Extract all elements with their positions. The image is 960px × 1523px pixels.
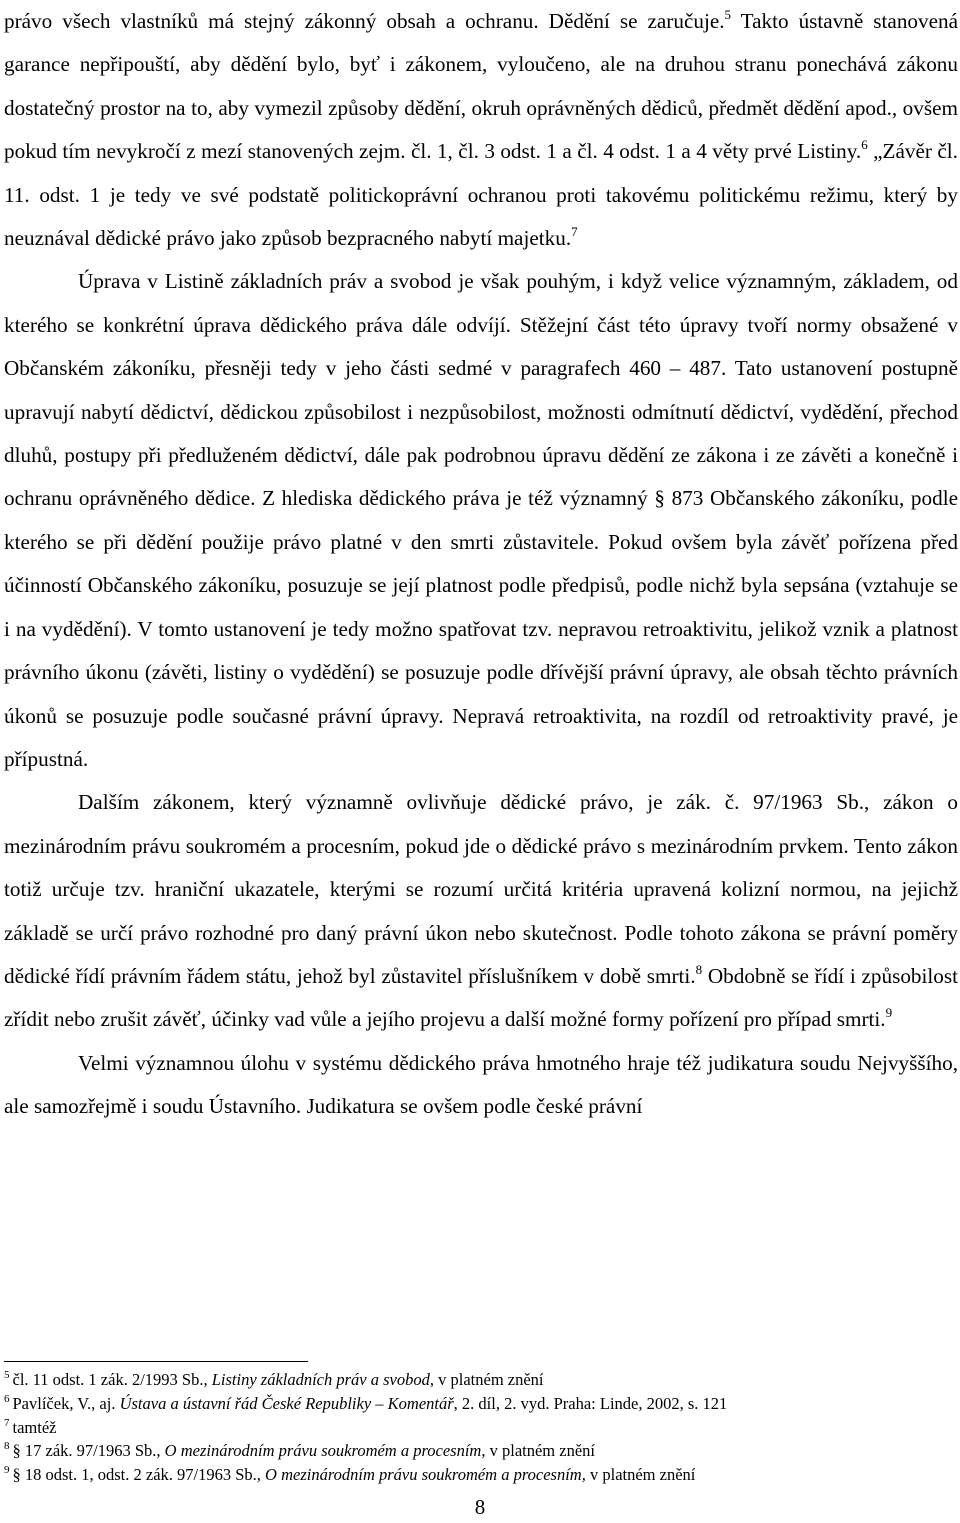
footnote-8 xyxy=(4,1439,958,1463)
footnote-number: 9 xyxy=(4,1464,10,1477)
footnote-title: Listiny základních práv a svobod xyxy=(211,1370,430,1389)
footnote-separator xyxy=(4,1361,308,1362)
text-run: Takto ústavně stanovená garance nepřipouští, aby dědění bylo, byť i zákonem, vyloučeno, ale na druhou stranu ponechává zákonu dostatečný prostor na to, aby vymezil způsoby dědění, okruh oprávněných dědiců, předmět dědění apod., ovšem pokud tím nevykročí z mezí stanovených zejm. čl. 1, čl. 3 odst. 1 a čl. 4 odst. 1 a 4 věty prvé Listiny. xyxy=(4,9,959,164)
footnotes xyxy=(4,1368,958,1487)
footnote-text: § 17 zák. 97/1963 Sb., xyxy=(12,1441,165,1461)
paragraph-3 xyxy=(4,781,958,1041)
text-run: Obdobně se řídí i způsobilost zřídit nebo zrušit závěť, účinky vad vůle a jejího projevu a další možné formy pořízení pro případ smrti. xyxy=(4,963,959,1032)
footnote-7 xyxy=(4,1416,958,1440)
text-run: „Závěr čl. 11. odst. 1 je tedy ve své podstatě politickoprávní ochranou proti takovému politickému režimu, který by neuznával dědické právo jako způsob bezpracného nabytí majetku. xyxy=(4,139,958,251)
footnote-text: čl. 11 odst. 1 zák. 2/1993 Sb., xyxy=(12,1370,212,1389)
footnote-text: Pavlíček, V., aj. xyxy=(12,1393,120,1413)
footnote-text: § 18 odst. 1, odst. 2 zák. 97/1963 Sb., xyxy=(12,1465,266,1485)
footnote-title: O mezinárodním právu soukromém a procesním, xyxy=(265,1465,586,1485)
footnote-ref-5[interactable]: 5 xyxy=(724,7,732,22)
footnote-9 xyxy=(4,1463,958,1487)
footnote-5 xyxy=(4,1368,958,1392)
footnote-ref-8[interactable]: 8 xyxy=(695,961,703,977)
footnote-title: O mezinárodním právu soukromém a procesním xyxy=(164,1441,482,1461)
footnote-ref-7[interactable]: 7 xyxy=(571,224,578,240)
text-run: právo všech vlastníků má stejný zákonný obsah a ochranu. Dědění se zaručuje. xyxy=(4,9,725,33)
footnote-text: , v platném znění xyxy=(429,1370,544,1389)
footnote-6 xyxy=(4,1392,958,1416)
paragraph-4: Velmi významnou úlohu v systému dědického práva hmotného hraje též judikatura soudu Nejvyššího, ale samozřejmě i soudu Ústavního. Judikatura se ovšem podle české právní xyxy=(4,1050,958,1119)
footnote-number: 6 xyxy=(4,1392,10,1405)
footnote-text: tamtéž xyxy=(12,1417,57,1437)
page-number: 8 xyxy=(474,1495,486,1519)
footnote-number: 8 xyxy=(4,1440,10,1453)
footnote-ref-9[interactable]: 9 xyxy=(885,1005,893,1021)
footnote-text: , v platném znění xyxy=(481,1441,595,1461)
body-text xyxy=(4,0,958,1129)
paragraph-1 xyxy=(4,0,958,260)
footnote-ref-6[interactable]: 6 xyxy=(861,137,868,153)
footnote-text: v platném znění xyxy=(585,1465,696,1485)
text-run: Dalším zákonem, který významně ovlivňuje dědické právo, je zák. č. 97/1963 Sb., zákon o mezinárodním právu soukromém a procesním, pokud jde o dědické právo s mezinárodním prvkem. Tento zákon totiž určuje tzv. hraniční ukazatele, kterými se rozumí určitá kritéria upravená kolizní normou, na jejichž základě se určí právo rozhodné pro daný právní úkon nebo skutečnost. Podle tohoto zákona se právní poměry dědické řídí právním řádem státu, jehož byl zůstavitel příslušníkem v době smrti. xyxy=(4,790,958,988)
footnote-title: Ústava a ústavní řád České Republiky – Komentář xyxy=(119,1393,454,1413)
footnote-text: , 2. díl, 2. vyd. Praha: Linde, 2002, s. 121 xyxy=(453,1393,728,1413)
footnote-number: 7 xyxy=(4,1416,10,1429)
footnote-number: 5 xyxy=(4,1369,10,1381)
paragraph-2: Úprava v Listině základních práv a svobod je však pouhým, i když velice významným, základem, od kterého se konkrétní úprava dědického práva dále odvíjí. Stěžejní část této úpravy tvoří normy obsažené v Občanském zákoníku, přesněji tedy v jeho části sedmé v paragrafech 460 – 487. Tato ustanovení postupně upravují nabytí dědictví, dědickou způsobilost i nezpůsobilost, možnosti odmítnutí dědictví, vydědění, přechod dluhů, postupy při předluženém dědictví, dále pak podrobnou úpravu dědění ze zákona i ze závěti a konečně i ochranu oprávněného dědice. Z hlediska dědického práva je též významný § 873 Občanského zákoníku, podle kterého se při dědění použije právo platné v den smrti zůstavitele. Pokud ovšem byla závěť pořízena před účinností Občanského zákoníku, posuzuje se její platnost podle předpisů, podle nichž byla sepsána (vztahuje se i na vydědění). V tomto ustanovení je tedy možno spatřovat tzv. nepravou retroaktivitu, jelikož vznik a platnost právního úkonu (závěti, listiny o vydědění) se posuzuje podle dřívější právní úpravy, ale obsah těchto právních úkonů se posuzuje podle současné právní úpravy. Nepravá retroaktivita, na rozdíl od retroaktivity pravé, je přípustná. xyxy=(4,269,958,771)
